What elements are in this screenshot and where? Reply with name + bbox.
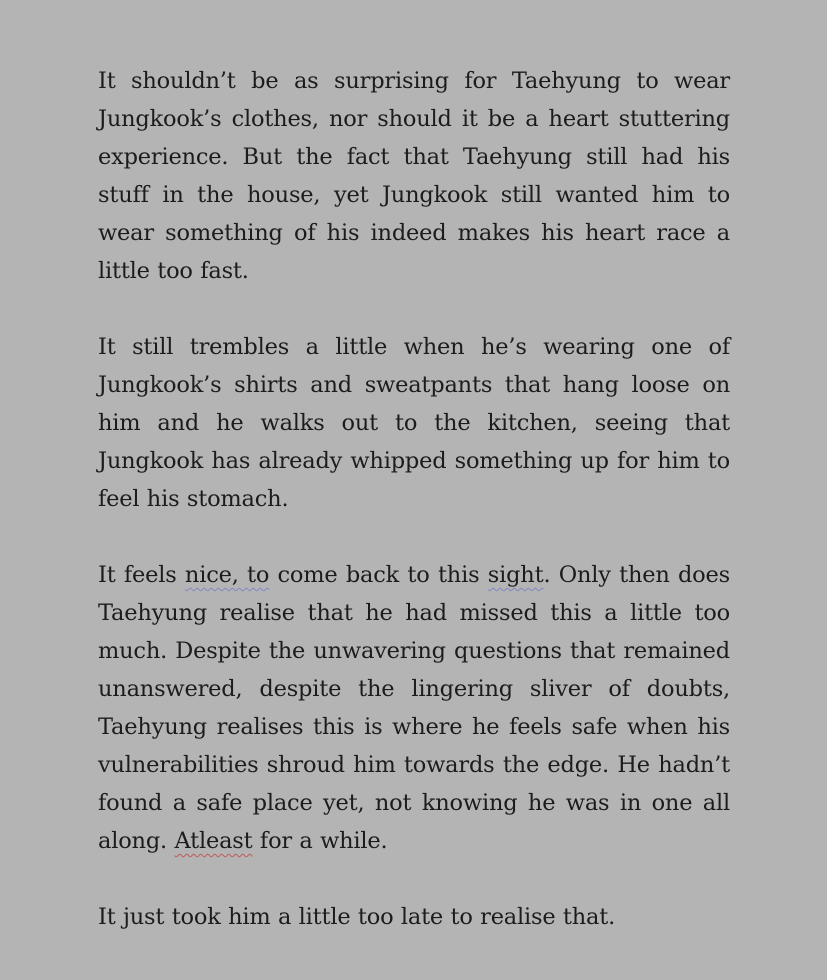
paragraph-3-segment: It feels <box>98 562 185 588</box>
document-body <box>98 62 730 974</box>
grammar-underline-sight[interactable]: sight <box>487 562 544 588</box>
paragraph-3-segment: come back to this <box>269 562 488 588</box>
paragraph-2: It still trembles a little when he’s wearing one of Jungkook’s shirts and sweatpants that hang loose on him and he walks out to the kitchen, seeing that Jungkook has already whipped something up for him to feel his stomach. <box>98 334 730 512</box>
paragraph-4: It just took him a little too late to realise that. <box>98 904 616 930</box>
paragraph-3-segment: for a while. <box>252 828 388 854</box>
paragraph-1: It shouldn’t be as surprising for Taehyung to wear Jungkook’s clothes, nor should it be a heart stuttering experience. But the fact that Taehyung still had his stuff in the house, yet Jungkook still wanted him to wear something of his indeed makes his heart race a little too fast. <box>98 68 730 284</box>
paragraph-3 <box>98 556 730 860</box>
spellcheck-underline-atleast[interactable]: Atleast <box>174 828 253 854</box>
grammar-underline-nice[interactable]: nice, to <box>184 562 270 588</box>
paragraph-3-segment: . Only then does Taehyung realise that he had missed this a little too much. Despite the unwavering questions that remained unanswered, despite the lingering sliver of doubts, Taehyung realises this is where he feels safe when his vulnerabilities shroud him towards the edge. He hadn’t found a safe place yet, not knowing he was in one all along. <box>98 562 730 854</box>
